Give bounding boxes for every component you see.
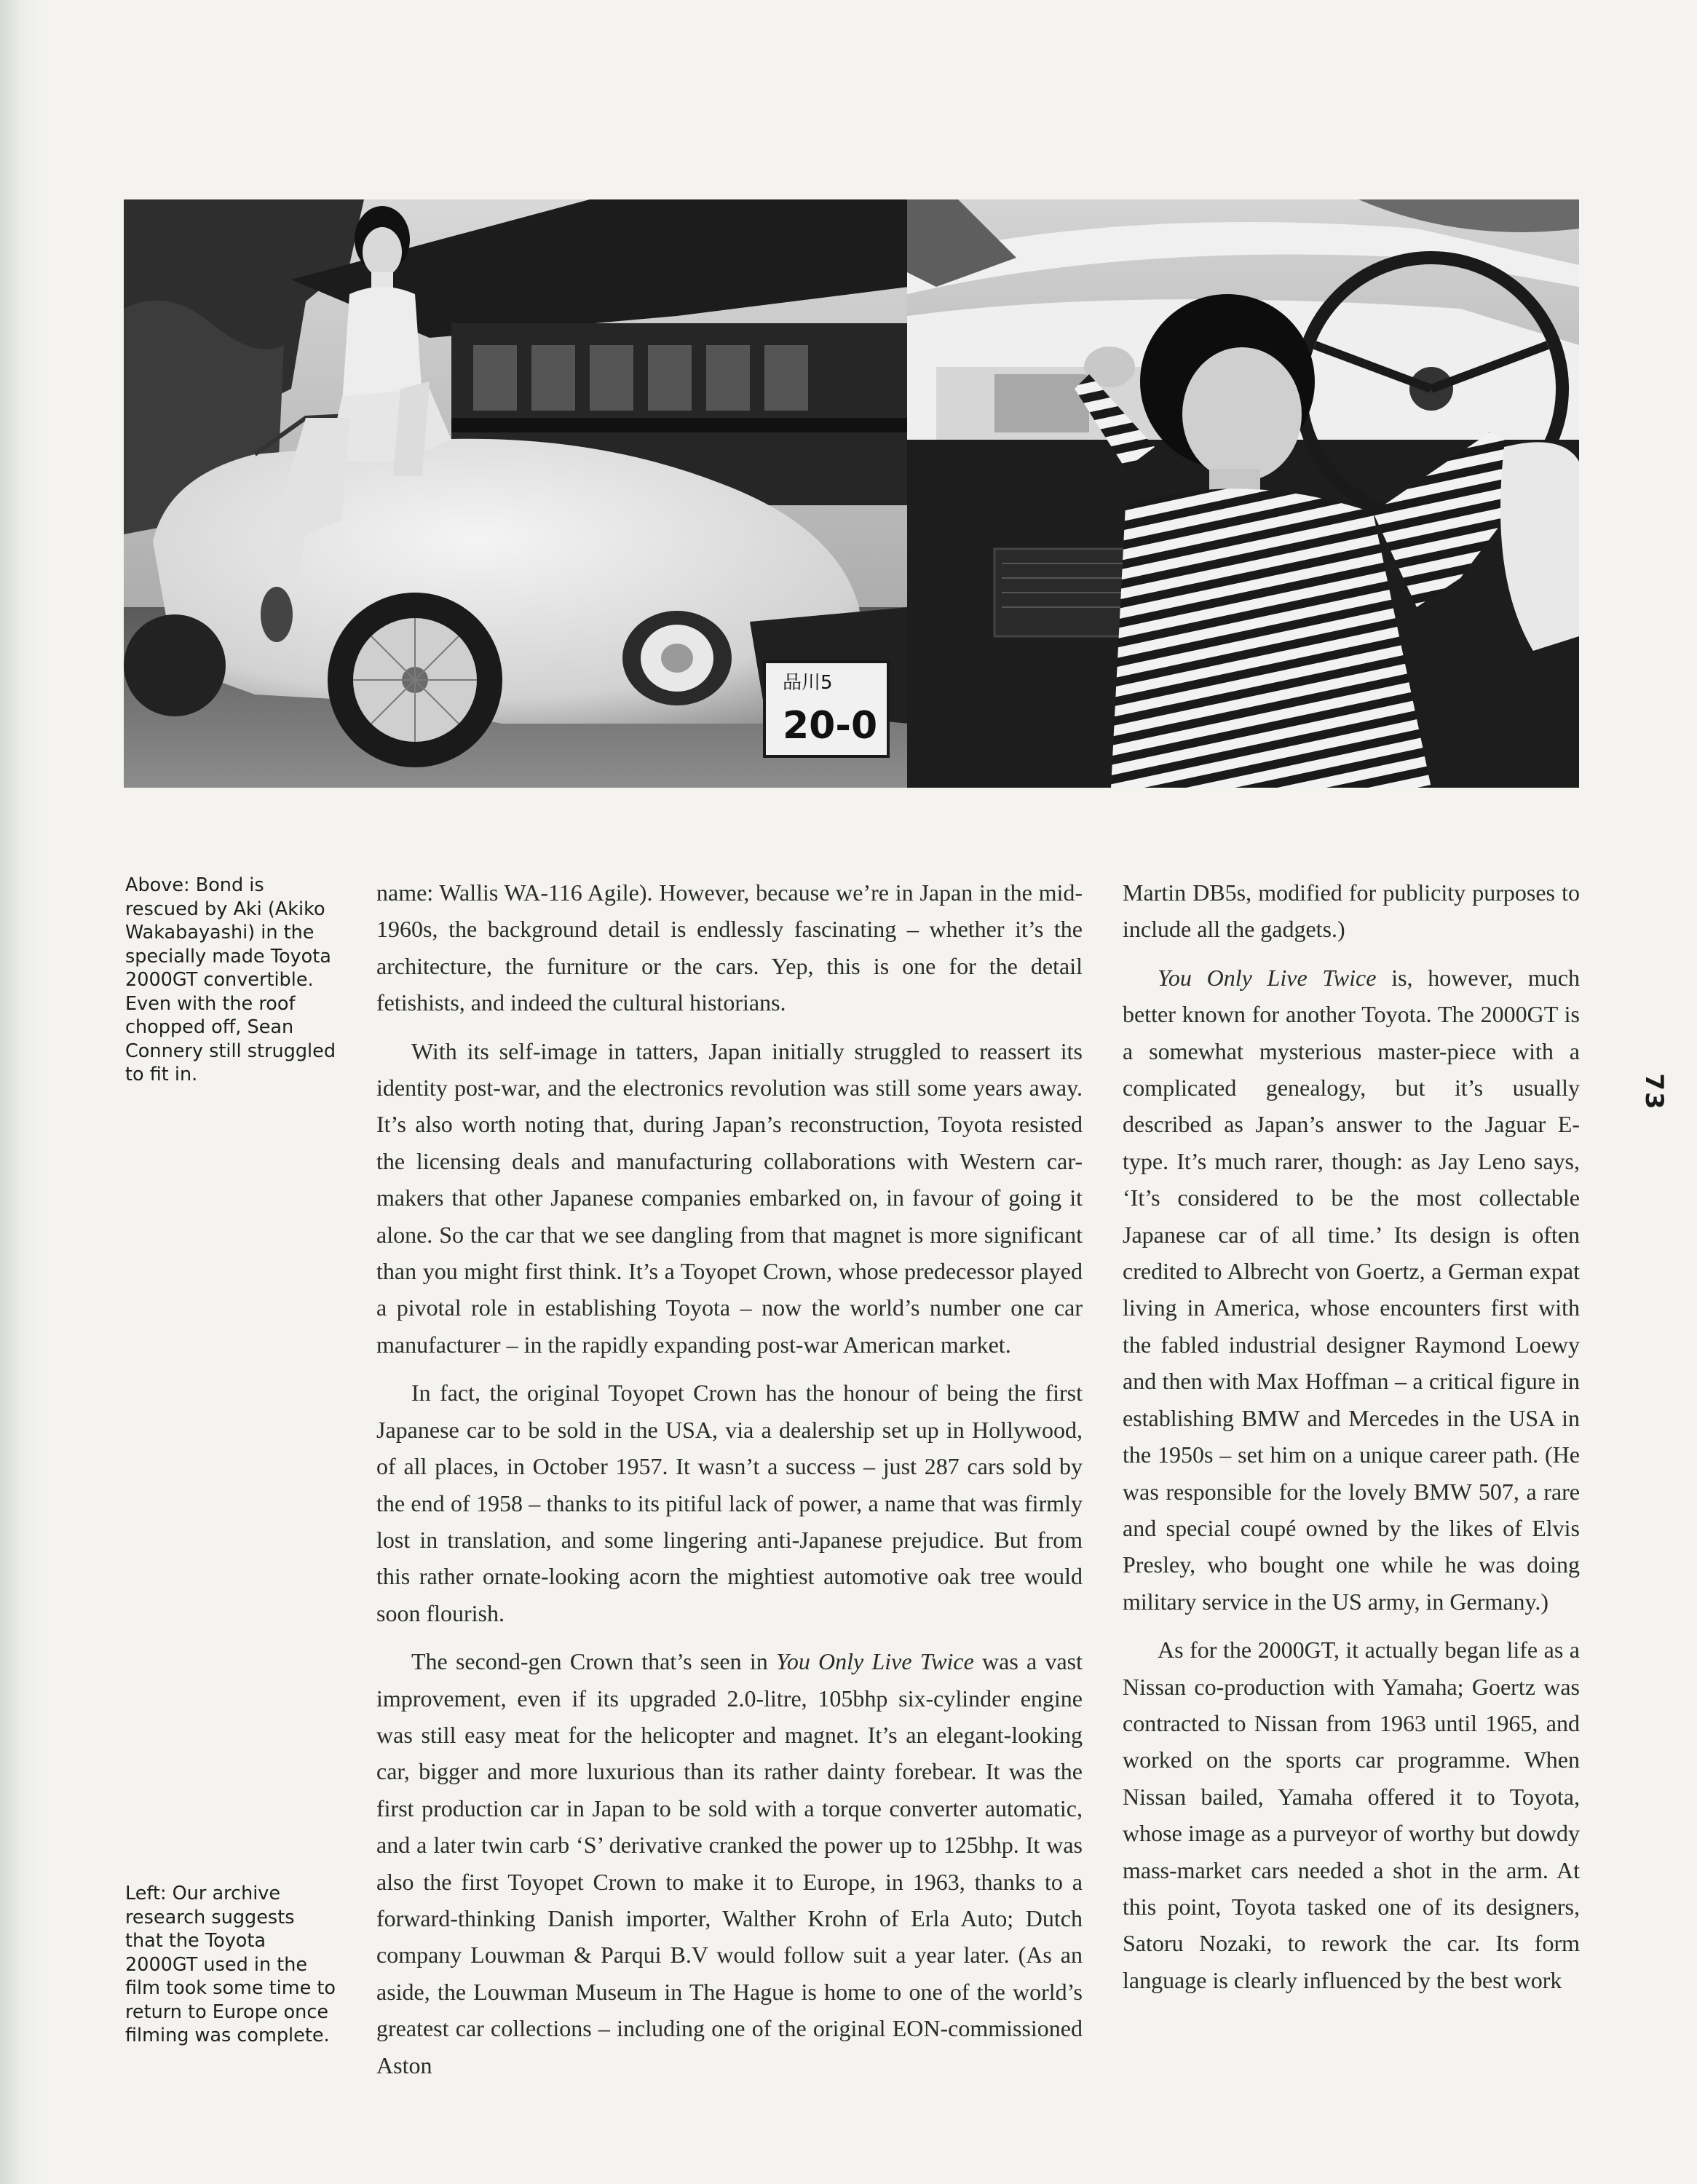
caption-above xyxy=(125,874,336,1087)
film-title: You Only Live Twice xyxy=(775,1648,974,1675)
paragraph: As for the 2000GT, it actually began life as a Nissan co-production with Yamaha; Goertz was contracted to Nissan from 1963 until 1965, and worked on the sports car programme. When Nissan bailed, Yamaha offered it to Toyota, whose image as a purveyor of worthy but dowdy mass-market cars needed a shot in the arm. At this point, Toyota tasked one of its designers, Satoru Nozaki, to rework the car. Its form language is clearly influenced by the best work xyxy=(1123,1637,1580,1993)
page-gutter-shadow xyxy=(0,0,44,2184)
paragraph xyxy=(1123,960,1580,1620)
paragraph-text: is, however, much better known for another Toyota. The 2000GT is a somewhat mysterious master-piece with a complicated genealogy, but it’s usually described as Japan’s answer to the Jaguar E-type. It’s much rarer, though: as Jay Leno says, ‘It’s considered to be the most collectable Japanese car of all time.’ Its design is often credited to Albrecht von Goertz, a German expat living in America, whose encounters first with the fabled industrial designer Raymond Loewy and then with Max Hoffman – a critical figure in establishing BMW and Mercedes in the USA in the 1950s – set him on a unique career path. (He was responsible for the lovely BMW 507, a rare and special coupé owned by the likes of Elvis Presley, who bought one while he was doing military service in the US army, in Germany.) xyxy=(1123,964,1581,1615)
paragraph: In fact, the original Toyopet Crown has the honour of being the first Japanese car to be sold in the USA, via a dealership set up in Hollywood, of all places, in October 1957. It wasn’t a success – just 287 cars sold by the end of 1958 – thanks to its pitiful lack of power, a name that was firmly lost in translation, and some lingering anti-Japanese prejudice. But from this rather ornate-looking acorn the mightiest automotive oak tree would soon flourish. xyxy=(376,1380,1083,1626)
convertible-photo-illustration xyxy=(124,199,909,788)
license-plate-number: 20-0 xyxy=(783,704,878,748)
paragraph: Martin DB5s, modified for publicity purposes to include all the gadgets.) xyxy=(1123,879,1580,943)
photo-aki-at-steering-wheel xyxy=(907,199,1579,788)
page-number: 73 xyxy=(1639,1073,1669,1111)
paragraph: name: Wallis WA-116 Agile). However, because we’re in Japan in the mid-1960s, the background detail is endlessly fascinating – whether it’s the architecture, the furniture or the cars. Yep, this is one for the detail fetishists, and indeed the cultural historians. xyxy=(376,879,1083,1016)
body-column-1 xyxy=(376,874,1083,2095)
caption-left-text: Left: Our archive research suggests that the Toyota 2000GT used in the film took some time to return to Europe once filming was complete. xyxy=(125,1883,336,2046)
license-plate-top: 品川5 xyxy=(783,672,833,694)
paragraph xyxy=(376,1643,1083,2084)
paragraph-text: The second-gen Crown that’s seen in xyxy=(411,1648,776,1675)
film-title: You Only Live Twice xyxy=(1158,964,1377,991)
caption-above-text: Above: Bond is rescued by Aki (Akiko Wakabayashi) in the specially made Toyota 2000GT convertible. Even with the roof chopped off, Sean Connery still struggled to fit in. xyxy=(125,874,336,1085)
photo-toyota-2000gt-convertible xyxy=(124,199,909,788)
body-column-2 xyxy=(1123,874,1580,2010)
steering-wheel-photo-illustration xyxy=(907,199,1579,788)
paragraph: With its self-image in tatters, Japan initially struggled to reassert its identity post-war, and the electronics revolution was still some years away. It’s also worth noting that, during Japan’s reconstruction, Toyota resisted the licensing deals and manufacturing collaborations with Western car-makers that other Japanese companies embarked on, in favour of going it alone. So the car that we see dangling from that magnet is more significant than you might first think. It’s a Toyopet Crown, whose predecessor played a pivotal role in establishing Toyota – now the world’s number one car manufacturer – in the rapidly expanding post-war American market. xyxy=(376,1037,1083,1358)
caption-left xyxy=(125,1882,336,2048)
paragraph-text: was a vast improvement, even if its upgraded 2.0-litre, 105bhp six-cylinder engine was still easy meat for the helicopter and magnet. It’s an elegant-looking car, bigger and more luxurious than its rather dainty forebear. It was the first production car in Japan to be sold with a torque converter automatic, and a later twin carb ‘S’ derivative cranked the power up to 125bhp. It was also the first Toyopet Crown to make it to Europe, in 1963, thanks to a forward-thinking Danish importer, Walther Krohn of Erla Auto; Dutch company Louwman & Parqui B.V would follow suit a year later. (As an aside, the Louwman Museum in The Hague is home to one of the world’s greatest car collections – including one of the original EON-commissioned Aston xyxy=(376,1648,1083,2078)
